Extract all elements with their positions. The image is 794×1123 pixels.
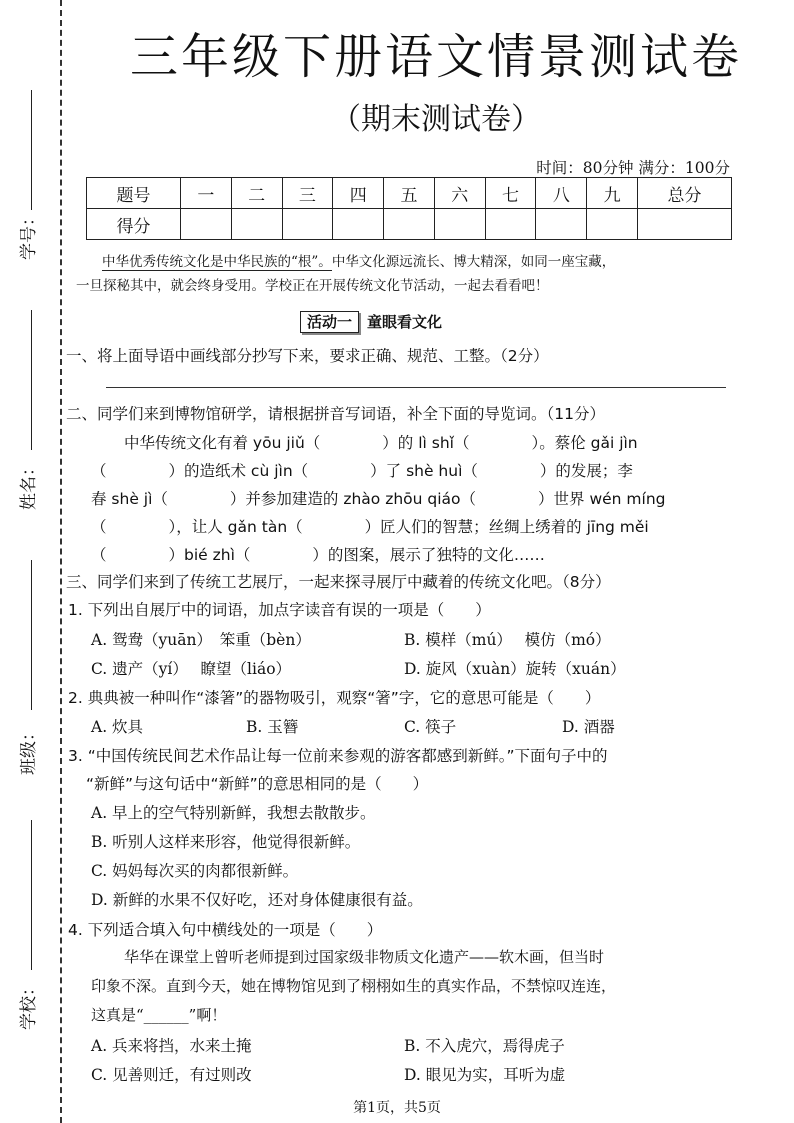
score-header-cell: 一 (180, 178, 231, 209)
activity-heading (300, 311, 442, 332)
intro-underlined: 中华优秀传统文化是中华民族的“根”。 (102, 254, 332, 270)
q3-2-option-a[interactable]: A. 炊具 (91, 718, 144, 736)
q2-line: （ ）bié zhì（ ）的图案，展示了独特的文化…… (91, 546, 545, 564)
time-info: 时间：80分钟 满分：100分 (536, 159, 730, 177)
q2-line: 中华传统文化有着 yōu jiǔ（ ）的 lì shǐ（ ）。蔡伦 gǎi jìn (124, 434, 638, 452)
q3-1-stem: 1. 下列出自展厅中的词语，加点字读音有误的一项是（ ） (68, 601, 491, 619)
score-header-cell: 总分 (637, 178, 731, 209)
answer-line[interactable] (106, 387, 726, 388)
q3-4-option-d[interactable]: D. 眼见为实，耳听为虚 (404, 1066, 566, 1084)
q3-2-stem: 2. 典典被一种叫作“漆箸”的器物吸引，观察“箸”字，它的意思可能是（ ） (68, 689, 601, 707)
q3-3-option-a[interactable]: A. 早上的空气特别新鲜，我想去散散步。 (91, 804, 376, 822)
q3-4-passage: 这真是“______”啊！ (91, 1006, 227, 1024)
q3-4-stem: 4. 下列适合填入句中横线处的一项是（ ） (68, 921, 383, 939)
school-line (31, 820, 32, 970)
intro-text-line2: 一旦探秘其中，就会终身受用。学校正在开展传统文化节活动，一起去看看吧！ (76, 278, 549, 294)
q3-1-option-c[interactable]: C. 遗产（yí） 瞭望（liáo） (91, 660, 292, 678)
student-no-label: 学号： (19, 209, 39, 260)
score-header-cell: 九 (587, 178, 638, 209)
q3-2-option-d[interactable]: D. 酒器 (562, 718, 615, 736)
student-no-line (31, 90, 32, 210)
name-label: 姓名： (19, 459, 39, 510)
score-cell[interactable] (434, 209, 485, 240)
q2-line: （ ），让人 gǎn tàn（ ）匠人们的智慧；丝绸上绣着的 jīng měi (91, 518, 649, 536)
score-cell[interactable] (231, 209, 282, 240)
q3-4-passage: 华华在课堂上曾听老师提到过国家级非物质文化遗产——软木画，但当时 (124, 948, 605, 966)
q3-3-option-b[interactable]: B. 听别人这样来形容，他觉得很新鲜。 (91, 833, 361, 851)
score-table-score-row (87, 209, 732, 240)
q3-4-option-b[interactable]: B. 不入虎穴，焉得虎子 (404, 1037, 565, 1055)
question-2-title: 二、同学们来到博物馆研学，请根据拼音写词语，补全下面的导览词。（11分） (66, 405, 605, 423)
q3-1-option-b[interactable]: B. 模样（mú） 模仿（mó） (404, 631, 611, 649)
q3-3-stem-cont: “新鲜”与这句话中“新鲜”的意思相同的是（ ） (86, 775, 429, 793)
q3-4-option-c[interactable]: C. 见善则迁，有过则改 (91, 1066, 252, 1084)
q3-4-passage: 印象不深。直到今天，她在博物馆见到了栩栩如生的真实作品，不禁惊叹连连， (91, 977, 617, 995)
q3-4-option-a[interactable]: A. 兵来将挡，水来土掩 (91, 1037, 252, 1055)
page-subtitle: （期末测试卷） (331, 102, 541, 137)
q2-line: 春 shè jì（ ）并参加建造的 zhào zhōu qiáo（ ）世界 wén míng (91, 490, 666, 508)
score-cell[interactable] (282, 209, 333, 240)
score-cell[interactable] (536, 209, 587, 240)
school-label: 学校： (19, 979, 39, 1030)
score-header-cell: 四 (333, 178, 384, 209)
cut-line (60, 0, 62, 1123)
score-header-cell: 五 (384, 178, 435, 209)
intro-text: 中华文化源远流长、博大精深，如同一座宝藏， (331, 254, 616, 270)
score-header-cell: 七 (485, 178, 536, 209)
question-1: 一、将上面导语中画线部分抄写下来，要求正确、规范、工整。（2分） (66, 347, 549, 365)
q2-line: （ ）的造纸术 cù jìn（ ）了 shè huì（ ）的发展；李 (91, 462, 633, 480)
activity-title: 童眼看文化 (367, 313, 443, 331)
score-header-cell: 题号 (87, 178, 181, 209)
score-header-cell: 三 (282, 178, 333, 209)
q3-3-option-c[interactable]: C. 妈妈每次买的肉都很新鲜。 (91, 862, 299, 880)
score-header-cell: 二 (231, 178, 282, 209)
question-3-title: 三、同学们来到了传统工艺展厅，一起来探寻展厅中藏着的传统文化吧。（8分） (66, 573, 611, 591)
q3-2-option-b[interactable]: B. 玉簪 (246, 718, 299, 736)
score-row-label: 得分 (87, 209, 181, 240)
name-line (31, 310, 32, 450)
class-line (31, 560, 32, 710)
q3-2-option-c[interactable]: C. 筷子 (404, 718, 457, 736)
score-cell[interactable] (333, 209, 384, 240)
score-table (86, 177, 732, 240)
score-cell[interactable] (180, 209, 231, 240)
q3-1-option-a[interactable]: A. 鸳鸯（yuān） 笨重（bèn） (91, 631, 311, 649)
activity-box: 活动一 (300, 311, 359, 333)
q3-1-option-d[interactable]: D. 旋风（xuàn）旋转（xuán） (404, 660, 626, 678)
q3-3-option-d[interactable]: D. 新鲜的水果不仅好吃，还对身体健康很有益。 (91, 891, 423, 909)
intro-paragraph (76, 250, 726, 298)
q3-3-stem: 3. “中国传统民间艺术作品让每一位前来参观的游客都感到新鲜。”下面句子中的 (68, 747, 608, 765)
page-number: 第1页，共5页 (353, 1100, 441, 1116)
score-cell[interactable] (485, 209, 536, 240)
score-header-cell: 八 (536, 178, 587, 209)
score-cell[interactable] (587, 209, 638, 240)
score-cell[interactable] (637, 209, 731, 240)
page-title: 三年级下册语文情景测试卷 (129, 29, 742, 85)
score-cell[interactable] (384, 209, 435, 240)
score-table-header-row (87, 178, 732, 209)
score-header-cell: 六 (434, 178, 485, 209)
class-label: 班级： (19, 724, 39, 775)
binding-strip (0, 0, 70, 1123)
